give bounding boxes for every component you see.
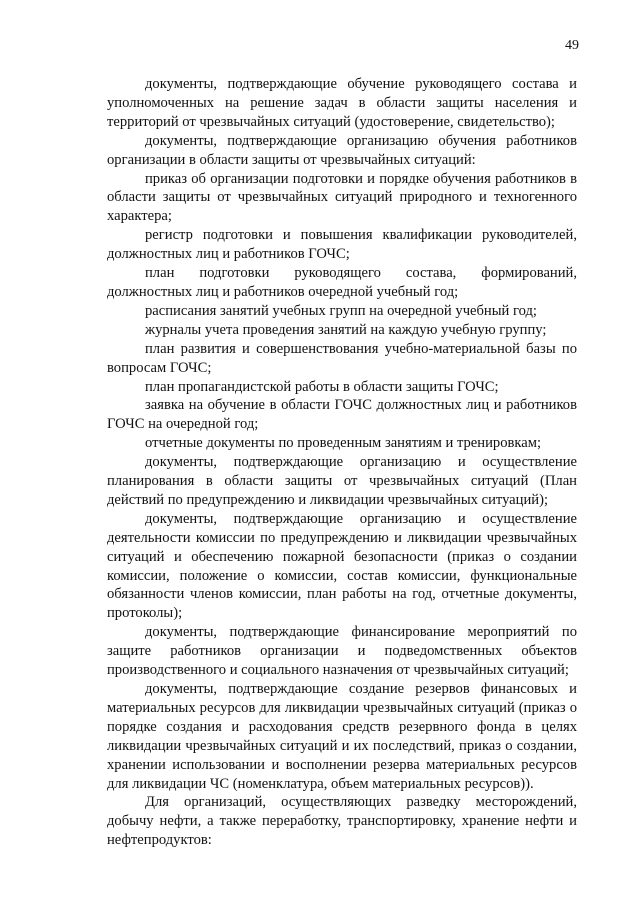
paragraph: заявка на обучение в области ГОЧС должностных лиц и работников ГОЧС на очередной год; <box>107 397 577 433</box>
paragraph: документы, подтверждающие организацию обучения работников организации в области защиты от чрезвычайных ситуаций: <box>107 132 577 168</box>
paragraph: план развития и совершенствования учебно-материальной базы по вопросам ГОЧС; <box>107 340 577 376</box>
paragraph: регистр подготовки и повышения квалификации руководителей, должностных лиц и работников ГОЧС; <box>107 227 577 263</box>
paragraph: план подготовки руководящего состава, формирований, должностных лиц и работников очередной учебный год; <box>107 265 577 300</box>
page-number: 49 <box>565 38 579 53</box>
paragraph: приказ об организации подготовки и порядке обучения работников в области защиты от чрезвычайных ситуаций природного и техногенного характера; <box>107 170 577 225</box>
paragraph: документы, подтверждающие финансирование мероприятий по защите работников организации и подведомственных объектов производственного и социального назначения от чрезвычайных ситуаций; <box>107 624 577 679</box>
paragraph: документы, подтверждающие организацию и осуществление планирования в области защиты от чрезвычайных ситуаций (План действий по предупреждению и ликвидации чрезвычайных ситуаций); <box>107 454 577 508</box>
paragraph: журналы учета проведения занятий на каждую учебную группу; <box>145 321 547 338</box>
paragraph: отчетные документы по проведенным занятиям и тренировкам; <box>145 435 542 452</box>
paragraph: Для организаций, осуществляющих разведку месторождений, добычу нефти, а также переработку, транспортировку, хранение нефти и нефтепродуктов: <box>107 794 577 849</box>
paragraph: план пропагандистской работы в области защиты ГОЧС; <box>145 378 499 395</box>
paragraph: документы, подтверждающие создание резервов финансовых и материальных ресурсов для ликвидации чрезвычайных ситуаций (приказ о порядке создания и расходования средств резервного фонда в целях ликвидации чрезвычайных ситуаций и их последствий, приказ о создании, хранении использовании и восполнении резерва материальных ресурсов для ликвидации ЧС (номенклатура, объем материальных ресурсов)). <box>107 681 577 792</box>
paragraph: расписания занятий учебных групп на очередной учебный год; <box>145 302 537 319</box>
paragraph: документы, подтверждающие обучение руководящего состава и уполномоченных на решение задач в области защиты населения и территорий от чрезвычайных ситуаций (удостоверение, свидетельство); <box>107 76 577 130</box>
document-body <box>107 75 577 850</box>
paragraph: документы, подтверждающие организацию и осуществление деятельности комиссии по предупреждению и ликвидации чрезвычайных ситуаций и обеспечению пожарной безопасности (приказ о создании комиссии, положение о комиссии, состав комиссии, функциональные обязанности членов комиссии, план работы на год, отчетные документы, протоколы); <box>107 510 577 622</box>
